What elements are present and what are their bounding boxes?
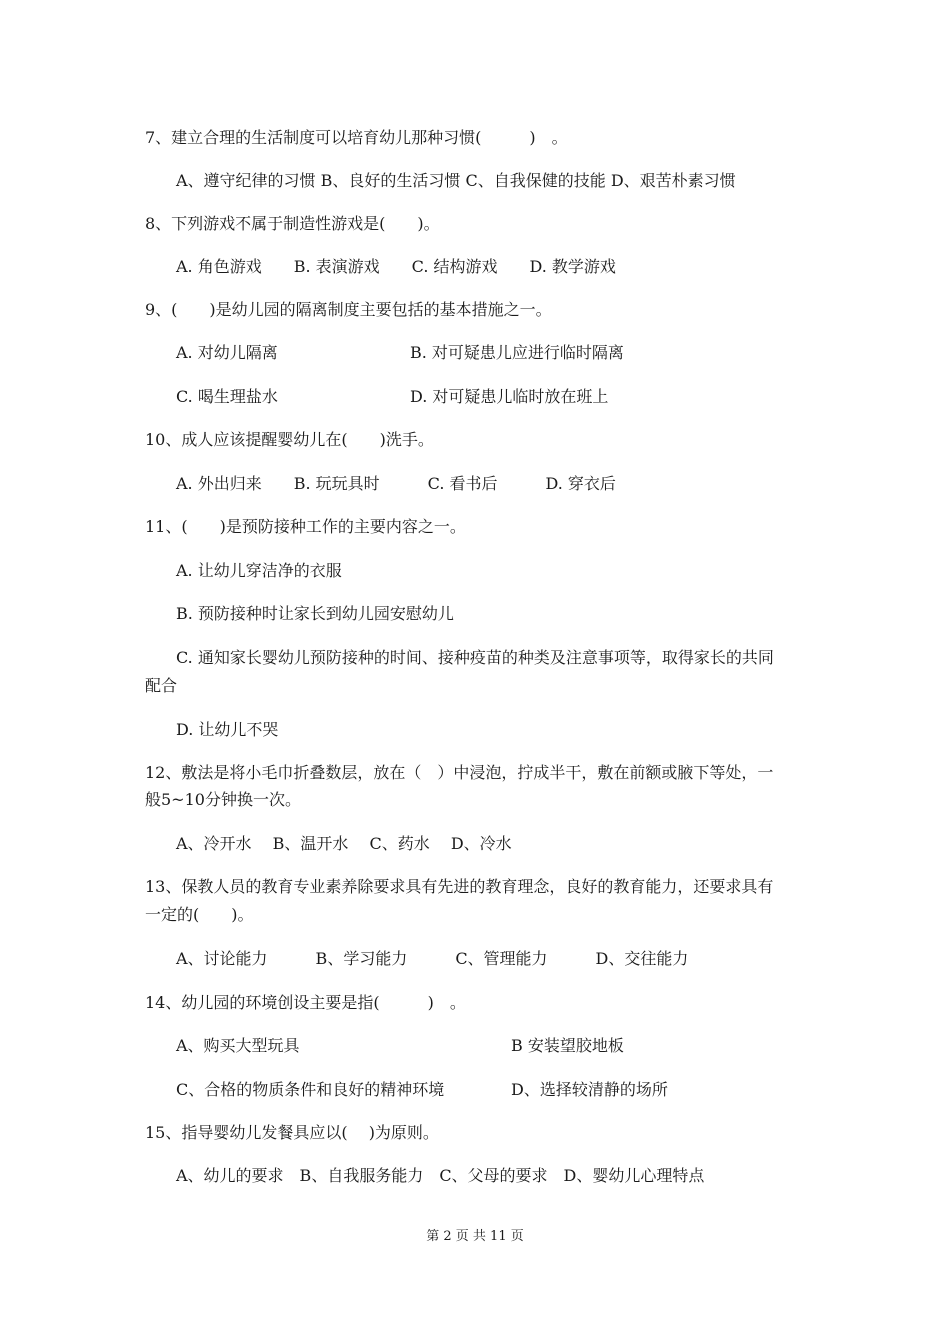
question-9-option-a: A. 对幼儿隔离	[176, 343, 278, 362]
question-9-stem: 9、( )是幼儿园的隔离制度主要包括的基本措施之一。	[145, 300, 552, 319]
question-9-option-d: D. 对可疑患儿临时放在班上	[410, 387, 609, 406]
question-14-option-b: B 安装望胶地板	[511, 1036, 624, 1055]
question-7-stem: 7、建立合理的生活制度可以培育幼儿那种习惯( ) 。	[145, 128, 568, 147]
question-12-options: A、冷开水 B、温开水 C、药水 D、冷水	[176, 834, 512, 853]
question-10-stem: 10、成人应该提醒婴幼儿在( )洗手。	[145, 430, 434, 449]
question-15-options: A、幼儿的要求 B、自我服务能力 C、父母的要求 D、婴幼儿心理特点	[176, 1166, 705, 1185]
question-10-options: A. 外出归来 B. 玩玩具时 C. 看书后 D. 穿衣后	[176, 474, 616, 493]
question-8-stem: 8、下列游戏不属于制造性游戏是( )。	[145, 214, 440, 233]
question-12-stem: 12、敷法是将小毛巾折叠数层，放在（ ）中浸泡，拧成半干，敷在前额或腋下等处，一	[145, 763, 774, 782]
question-11-option-b: B. 预防接种时让家长到幼儿园安慰幼儿	[176, 604, 454, 623]
question-14-option-c: C、合格的物质条件和良好的精神环境	[176, 1080, 445, 1099]
question-11-option-a: A. 让幼儿穿洁净的衣服	[176, 561, 342, 580]
question-14-option-a: A、购买大型玩具	[176, 1036, 300, 1055]
question-11-option-c-continued: 配合	[145, 676, 178, 695]
question-13-stem-continued: 一定的( )。	[145, 905, 254, 924]
question-11-stem: 11、( )是预防接种工作的主要内容之一。	[145, 517, 466, 536]
question-9-option-c: C. 喝生理盐水	[176, 387, 278, 406]
question-9-option-b: B. 对可疑患儿应进行临时隔离	[410, 343, 624, 362]
question-8-options: A. 角色游戏 B. 表演游戏 C. 结构游戏 D. 教学游戏	[176, 257, 616, 276]
page-number-footer: 第 2 页 共 11 页	[426, 1229, 524, 1244]
question-7-options: A、遵守纪律的习惯 B、良好的生活习惯 C、自我保健的技能 D、艰苦朴素习惯	[176, 171, 736, 190]
question-11-option-d: D. 让幼儿不哭	[176, 720, 279, 739]
question-11-option-c: C. 通知家长婴幼儿预防接种的时间、接种疫苗的种类及注意事项等，取得家长的共同	[176, 648, 774, 667]
question-14-stem: 14、幼儿园的环境创设主要是指( ) 。	[145, 993, 466, 1012]
question-15-stem: 15、指导婴幼儿发餐具应以( )为原则。	[145, 1123, 439, 1142]
question-14-option-d: D、选择较清静的场所	[511, 1080, 668, 1099]
question-13-stem: 13、保教人员的教育专业素养除要求具有先进的教育理念，良好的教育能力，还要求具有	[145, 877, 774, 896]
question-13-options: A、讨论能力 B、学习能力 C、管理能力 D、交往能力	[176, 949, 689, 968]
question-12-stem-continued: 般5~10分钟换一次。	[145, 790, 301, 809]
